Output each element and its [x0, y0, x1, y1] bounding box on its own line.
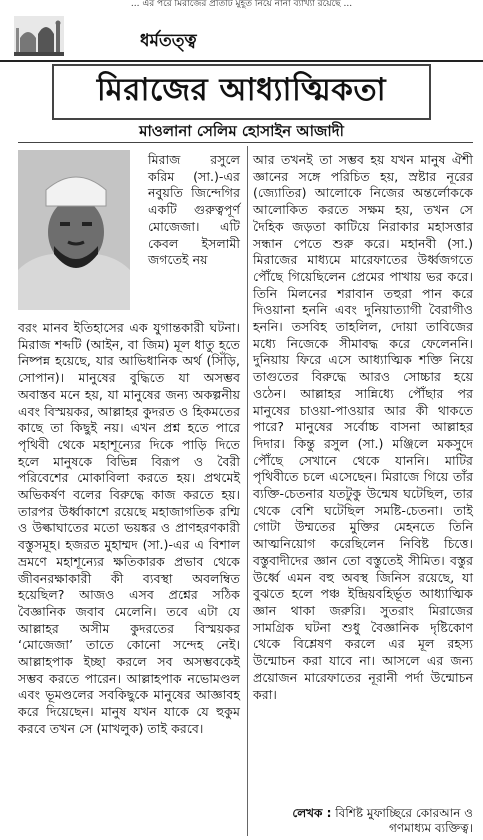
headline: মিরাজের আধ্যাত্মিকতা — [96, 72, 387, 108]
article-text-left-column: বরং মানব ইতিহাসের এক যুগান্তকারী ঘটনা। মিরাজ শব্দটি (আইন, বা জিম) মূল ধাতু হতে নিষ্পন্ন হয়েছে, যার আভিধানিক অর্থ (সিঁড়ি, সোপান)। মানুষের বুদ্ধিতে যা অসম্ভব অবাস্তব মনে হয়, যা মানুষের জন্য অকল্পনীয় এবং বিস্ময়কর, আল্লাহর কুদরত ও হিকমতের কাছে তা কিছুই নয়। এখন প্রশ্ন হতে পারে পৃথিবী থেকে মহাশূন্যের দিকে পাড়ি দিতে হলে মানুষকে বিভিন্ন বিরূপ ও বৈরী পরিবেশের মোকাবিলা করতে হয়। প্রথমেই অভিকর্ষণ বলের বিরুদ্ধে কাজ করতে হয়। তারপর উর্ধ্বাকাশে রয়েছে মহাজাগতিক রশ্মি ও উল্কাঘাতের মতো ভয়ঙ্কর ও প্রাণহরণকারী বস্তুসমূহ। হজরত মুহাম্মদ (সা.)-এর এ বিশাল ভ্রমণে মহাশূন্যের ক্ষতিকারক প্রভাব থেকে জীবনরক্ষাকারী কী ব্যবস্থা অবলম্বিত হয়েছিল? আজও এসব প্রশ্নের সঠিক বৈজ্ঞানিক জবাব মেলেনি। তবে এটা যে আল্লাহর অসীম কুদরতের বিস্ময়কর ‘মোজেজা’ তাতে কোনো সন্দেহ নেই। আল্লাহপাক ইচ্ছা করলে সব অসম্ভবকেই সম্ভব করতে পারেন। আল্লাহপাক নভোমণ্ডল এবং ভূমণ্ডলের সবকিছুকে মানুষের আজ্ঞাবহ করে দিয়েছেন। মানুষ যখন যাকে যে হুকুম করবে তখন সে (মাখলুক) তাই করবে। — [18, 320, 240, 736]
author-portrait-image — [18, 150, 130, 310]
mosque-icon — [14, 16, 64, 56]
section-header — [0, 14, 483, 62]
headline-box — [52, 64, 431, 120]
author-note — [253, 806, 473, 836]
author-note-text: বিশিষ্ট মুফাচ্ছিরে কোরআন ও গণমাধ্যম ব্যক্তিত্ব। — [335, 806, 473, 835]
section-title: ধর্মতত্ত্ব — [140, 31, 197, 51]
author-photo — [18, 150, 130, 310]
byline-rule — [18, 142, 473, 143]
column-divider — [247, 146, 248, 836]
article-text-right-column: আর তখনই তা সম্ভব হয় যখন মানুষ ঐশী জ্ঞানের সঙ্গে পরিচিত হয়, স্রষ্টার নূরের (জ্যোতির) আলোকে নিজের অন্তর্লোককে আলোকিত করতে সক্ষম হয়, তখন সে দৈহিক জড়তা কাটিয়ে নিরাকার মহাসত্তার সন্ধান পেতে শুরু করে। মহানবী (সা.) মিরাজের মাধ্যমে মারেফাতের উর্ধ্বজগতে পৌঁছে গিয়েছিলেন প্রেমের পাখায় ভর করে। তিনি মিলনের শরাবান তহুরা পান করে দিওয়ানা হননি এবং দুনিয়াত্যাগী বৈরাগীও হননি। তসবিহ তাহলিল, দোয়া তাবিজের মধ্যে নিজেকে সীমাবদ্ধ করে ফেলেননি। দুনিয়ায় ফিরে এসে আধ্যাত্মিক শক্তি নিয়ে তাগুতের বিরুদ্ধে আরও সোচ্চার হয়ে ওঠেন। আল্লাহর সান্নিধ্যে পৌঁছার পর মানুষের চাওয়া-পাওয়ার আর কী থাকতে পারে? মানুষের সর্বোচ্চ বাসনা আল্লাহর দিদার। কিন্তু রসুল (সা.) মঞ্জিলে মকসুদে পৌঁছে সেখানে থেকে যাননি। মাটির পৃথিবীতে চলে এসেছেন। মিরাজে গিয়ে তাঁর ব্যক্তি-চেতনার যতটুকু উন্মেষ ঘটেছিল, তার থেকে বেশি ঘটেছিল সমষ্টি-চেতনা। তাই গোটা উম্মতের মুক্তির মেহনতে তিনি আত্মনিয়োগ করেছিলেন নিবিষ্ট চিত্তে। বস্তুবাদীদের জ্ঞান তো বস্তুতেই সীমিত। বস্তুর উর্ধ্বে এমন বহু অবস্থ জিনিস রয়েছে, যা বুঝতে হলে পঞ্চ ইন্দ্রিয়বহির্ভূত আধ্যাত্মিক জ্ঞান থাকা জরুরি। সুতরাং মিরাজের সামগ্রিক ঘটনা শুধু বৈজ্ঞানিক দৃষ্টিকোণ থেকে বিশ্লেষণ করলে এর মূল রহস্য উন্মোচন করা যাবে না। আসলে এর জন্য প্রয়োজন মারেফাতের নূরানী পর্দা উন্মোচন করা। — [253, 152, 473, 702]
previous-article-fragment: ... এর পরে মিরাজের প্রতিটি মুহূর্ত নিয়ে নানা ব্যাখ্যা রয়েছে ... — [130, 0, 353, 9]
article-text-beside-photo: মিরাজ রসুলে করিম (সা.)-এর নবুয়তি জিন্দেগির একটি গুরুত্বপূর্ণ মোজেজা। এটি কেবল ইসলামী জগতেই নয় — [148, 152, 240, 268]
author-note-label: লেখক : — [292, 806, 332, 820]
byline: মাওলানা সেলিম হোসাইন আজাদী — [139, 122, 344, 140]
